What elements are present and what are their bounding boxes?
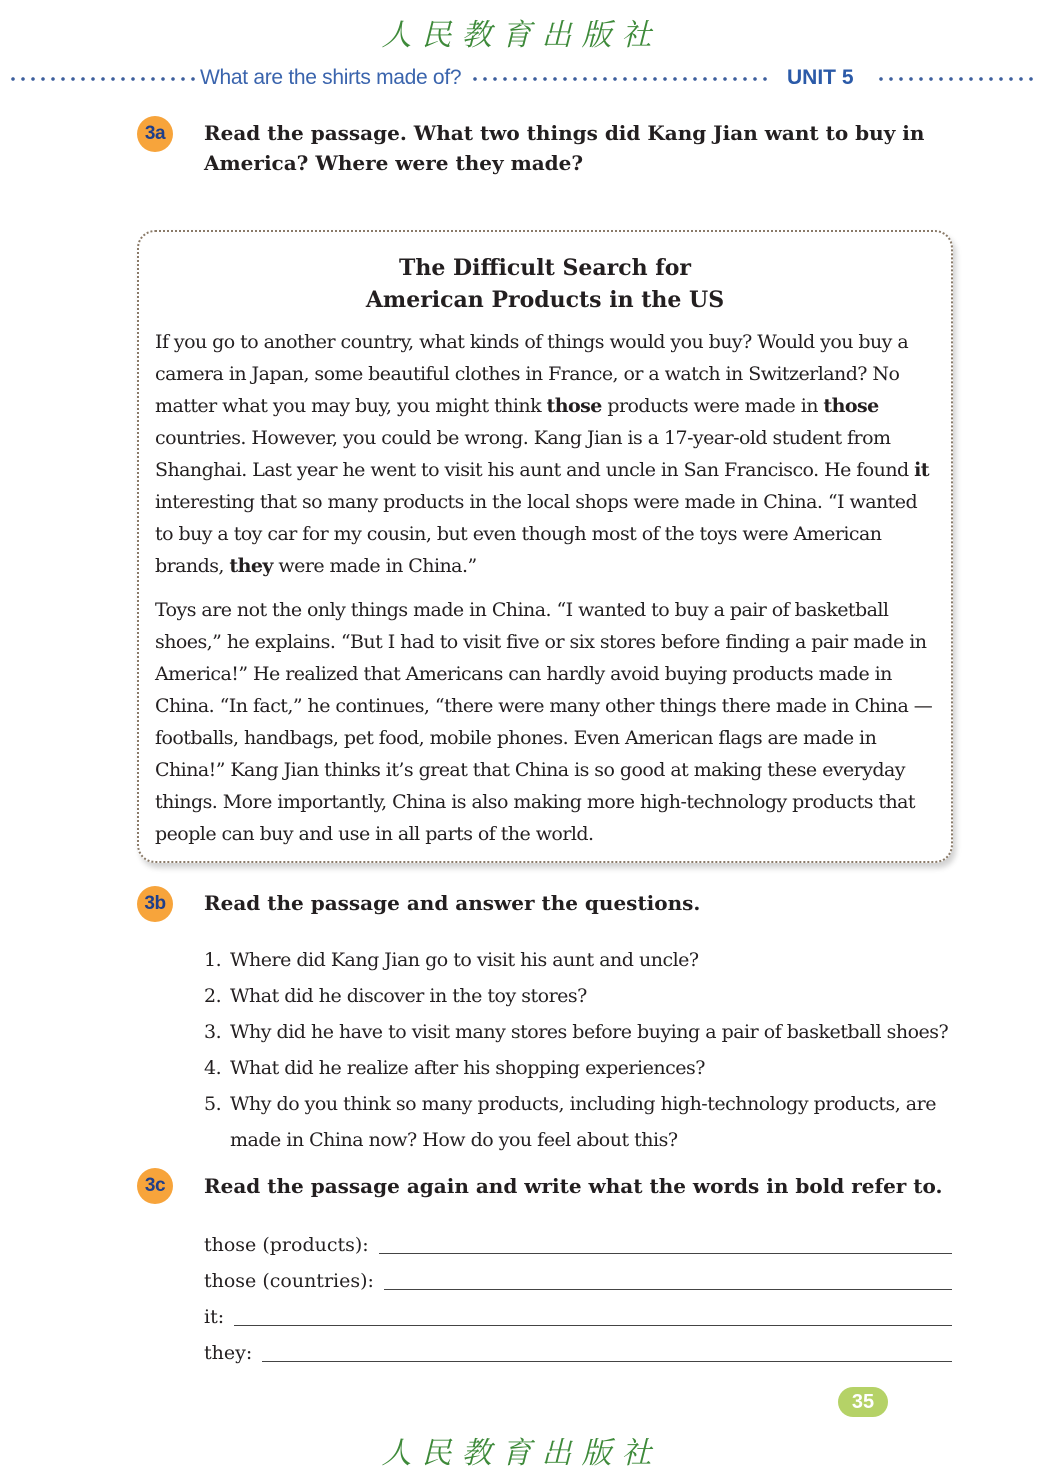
passage-paragraph-1 <box>155 326 935 582</box>
section-3c-badge: 3c <box>137 1168 173 1204</box>
answer-label: those (countries): <box>204 1270 374 1292</box>
bold-word-those-countries: those <box>823 395 879 417</box>
question-text: What did he discover in the toy stores? <box>230 985 587 1007</box>
answer-row-they <box>204 1330 952 1366</box>
question-list <box>204 942 964 1158</box>
section-3a-instruction <box>204 118 964 178</box>
publisher-logo-top: 人民教育出版社 <box>381 18 662 53</box>
answer-label: those (products): <box>204 1234 369 1256</box>
question-text: What did he realize after his shopping experiences? <box>230 1057 705 1079</box>
question-item <box>204 978 964 1014</box>
answer-row-it <box>204 1294 952 1330</box>
question-number: 4. <box>204 1057 222 1079</box>
section-3b-instruction: Read the passage and answer the questions. <box>204 891 701 915</box>
question-number: 3. <box>204 1021 222 1043</box>
answer-row-those-products <box>204 1222 952 1258</box>
p1-text-5: were made in China.” <box>272 555 477 577</box>
answer-blank-line[interactable] <box>234 1305 952 1326</box>
section-3c-instruction: Read the passage again and write what the words in bold refer to. <box>204 1174 943 1198</box>
p1-text-1: If you go to another country, what kinds of things would you buy? Would you buy a camera in Japan, some beautiful clothes in France, or a watch in Switzerland? No matter what you may buy, you might think <box>155 331 909 417</box>
bold-word-they: they <box>229 555 273 577</box>
answer-label: they: <box>204 1342 253 1364</box>
passage-title <box>139 252 951 316</box>
question-text: Where did Kang Jian go to visit his aunt and uncle? <box>230 949 699 971</box>
question-item <box>204 1050 964 1086</box>
publisher-logo-bottom: 人民教育出版社 <box>381 1436 662 1471</box>
header-lesson-title: What are the shirts made of? <box>200 66 462 89</box>
p1-text-2: products were made in <box>601 395 824 417</box>
section-3b-badge: 3b <box>137 886 173 922</box>
question-item <box>204 942 964 978</box>
answer-blank-line[interactable] <box>384 1269 952 1290</box>
page-number: 35 <box>838 1387 888 1417</box>
p1-text-4: interesting that so many products in the local shops were made in China. “I wanted to buy a toy car for my cousin, but even though most of the toys were American brands, <box>155 491 918 577</box>
answer-blank-line[interactable] <box>379 1233 952 1254</box>
reading-passage-box <box>137 230 953 863</box>
header-dots-middle <box>470 77 768 81</box>
question-text: Why do you think so many products, including high-technology products, are made in China now? How do you feel about this? <box>230 1093 936 1151</box>
section-3a-instruction-line1: Read the passage. What two things did Kang Jian want to buy in <box>204 121 925 145</box>
header-dots-right <box>876 77 1038 81</box>
answer-label: it: <box>204 1306 225 1328</box>
question-number: 5. <box>204 1093 222 1115</box>
header-unit-label: UNIT 5 <box>787 66 854 89</box>
question-text: Why did he have to visit many stores before buying a pair of basketball shoes? <box>230 1021 949 1043</box>
question-item <box>204 1014 964 1050</box>
passage-title-line2: American Products in the US <box>365 287 725 313</box>
header-dots-left <box>8 77 196 81</box>
bold-word-it: it <box>914 459 930 481</box>
passage-paragraph-2: Toys are not the only things made in China. “I wanted to buy a pair of basketball shoes,” he explains. “But I had to visit five or six stores before finding a pair made in America!” He realized that Americans can hardly avoid buying products made in China. “In fact,” he continues, “there were many other things there made in China — footballs, handbags, pet food, mobile phones. Even American flags are made in China!” Kang Jian thinks it’s great that China is so good at making these everyday things. More importantly, China is also making more high-technology products that people can buy and use in all parts of the world. <box>155 599 933 845</box>
question-item <box>204 1086 964 1158</box>
running-header <box>0 64 1043 94</box>
section-3a-instruction-line2: America? Where were they made? <box>204 151 584 175</box>
section-3a-badge: 3a <box>137 116 173 152</box>
bold-word-those-products: those <box>546 395 602 417</box>
question-number: 1. <box>204 949 222 971</box>
question-number: 2. <box>204 985 222 1007</box>
answer-blank-line[interactable] <box>262 1341 952 1362</box>
passage-title-line1: The Difficult Search for <box>399 255 691 281</box>
answer-row-those-countries <box>204 1258 952 1294</box>
p1-text-3: countries. However, you could be wrong. Kang Jian is a 17-year-old student from Shanghai. Last year he went to visit his aunt and uncle in San Francisco. He found <box>155 427 915 481</box>
